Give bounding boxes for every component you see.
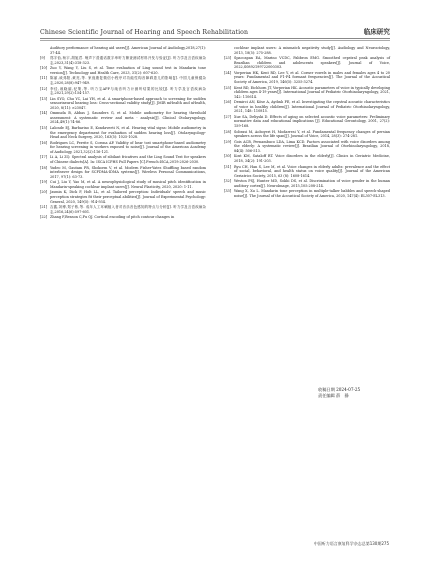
reference-item (224, 165, 390, 179)
reference-item (224, 179, 390, 188)
reference-number: [15] (40, 126, 48, 131)
reference-text: Auditory performance of hearing aid users[J]. American Journal of Audiology,2018,27(1): 37-44. (50, 46, 206, 55)
reference-text: Weston PSJ, Hunter MD, Sokhi DS, et al. Discrimination of voice gender in the human auditory cortex[J]. NeuroImage, 2015,105:208-214. (234, 179, 390, 188)
reference-item (40, 205, 206, 214)
reference-text: Ryu CH, Han S, Lee M, et al. Voice changes in elderly adults: prevalence and the effect of social, behavioral, and health status on voice quality[J]. Journal of the American Geriatrics Society, 2015, 63 (8): 1608-1614. (234, 164, 390, 178)
reference-text: 陈丽,戚弗阳,黄亮,等. 家庭康复微信小程序对功能性构音障碍患儿的影响[J]. 中国儿童保健杂志,2020,28(8):947-949. (50, 76, 206, 85)
reference-number: [21] (40, 205, 48, 210)
reference-item (224, 46, 390, 55)
reference-number: [20] (40, 190, 48, 195)
reference-text: Cui J, Liu Y, Yao M, et al. A neurophysiological study of musical pitch identification in Mandarin-speaking cochlear implant users[J]. Neural Plasticity, 2020, 2020: 1-11. (50, 180, 206, 189)
reference-item (40, 215, 206, 220)
reference-text: Sobrasi M, Aoboyeri H, Modarresi Y, et al. Fundamental frequency changes of persian speakers across the life span[J]. Journal of Voice, 2014, 28(3): 274-281. (234, 129, 390, 139)
reference-number: [11] (40, 76, 48, 81)
reference-number: [10] (40, 66, 48, 71)
reference-item (40, 97, 206, 111)
reference-text: Xue SA, Deliyski D. Effects of aging on selected acoustic voice parameters: Preliminary normative data and educational implications [J]. Educational Gerontology, 2001, 27(2): 159-168. (234, 114, 390, 128)
reference-number: [16] (40, 140, 48, 145)
header-rule (40, 38, 390, 39)
reference-number: [9] (40, 56, 45, 61)
reference-text: Jasmin K, Dick F, Holt LL, et al. Tailored perception: Individuals' speech and music perception strategies fit their perceptual abilities[J]. Journal of Experimental Psychology: General, 2020, 149(5): 914-934. (50, 190, 206, 204)
reference-column-left (40, 46, 206, 221)
reference-number: [24] (224, 70, 232, 75)
reference-number: [27] (224, 114, 232, 119)
reference-text: Kost KM, Sataloff RT. Voice disorders in the elderly[J]. Clinics in Geriatric Medicine, 2018, 34(2): 191-203. (234, 154, 390, 163)
reference-number: [28] (224, 129, 232, 134)
reference-text: Kent RD, Eichhorn JT, Vorperian HK. Acoustic parameters of voice in typically developing children ages 4-19 years[J]. International Journal of Pediatric Otorhinolaryngology, 2021, 142: 110614. (234, 85, 390, 99)
reference-number: [12] (40, 86, 48, 91)
reference-number: [31] (224, 164, 232, 169)
reference-item (224, 189, 390, 198)
reference-text: Zhang F,Benson C,Fu QJ. Cortical encoding of pitch contour changes in (50, 215, 175, 220)
reference-text: Wang X, Xu L. Mandarin tone perception in multiple-talker babbles and speech-shaped noise[J]. The Journal of the Acoustical Society of America, 2020, 147(4): EL307-EL313. (234, 189, 390, 198)
reference-item (40, 76, 206, 85)
reference-item (40, 190, 206, 204)
reference-item (40, 87, 206, 96)
reference-number: [25] (224, 85, 232, 90)
reference-number: [23] (224, 56, 232, 61)
reference-text: Lalonde EJ, Barbarino E, Kondaveeti N, et al. Hearing vital signs: Mobile audiometry in the emergency department for evaluation of sudden hearing loss[J]. Otolaryngology-Head and Neck Surgery, 2020, 163(5): 1025-1028. (50, 126, 206, 140)
reference-item (40, 126, 206, 140)
reference-number: [33] (224, 189, 232, 194)
article-signoff (318, 387, 360, 399)
reference-item (40, 56, 206, 65)
reference-item (40, 66, 206, 75)
reference-item (40, 111, 206, 125)
reference-text: cochlear implant users: A mismatch negativity study[J]. Audiology and Neurootology, 2013, 18(5): 275-288. (234, 46, 390, 55)
reference-item (224, 115, 390, 129)
reference-text: 李佳,戚晓丽,纪策,等. 听力宝APP与纯音听力计测听结果的比较[J]. 听力学及言语疾病杂志,2021,29(2):154-157. (50, 86, 206, 96)
header-rule-thin (40, 40, 390, 41)
received-date: 收稿日期 2024-07-25 (318, 387, 361, 392)
reference-text: Demirci AN, Köse A, Aydınlı FE, et al. Investigating the cepstral acoustic characteristics of voice in healthy children[J]. International Journal of Pediatric Otorhinolaryngology, 2021, 148: 110815. (234, 100, 390, 114)
reference-text: Zuo Y, Wang Y, Liu S, et al. Tone evaluation of Ling sound test in Mandarin tone version[J]. Technology and Health Care, 2023, 31(2): 607-620. (50, 66, 206, 75)
reference-number (224, 46, 234, 55)
reference-item (224, 86, 390, 100)
reference-number: [26] (224, 100, 232, 105)
reference-item (40, 141, 206, 155)
reference-number: [13] (40, 96, 48, 101)
journal-title: Chinese Scientific Journal of Hearing and Speech Rehabilitation (40, 29, 249, 36)
page-footer: 中国听力语言康复科学杂志总第130期275 (313, 541, 389, 546)
reference-item (224, 56, 390, 70)
reference-number: [30] (224, 154, 232, 159)
reference-item (224, 130, 390, 139)
reference-item (224, 154, 390, 163)
reference-number (40, 46, 50, 55)
reference-text: Spaccapan EA, Marino VCDC, Fabbron EMG. Smoothed cepstral peak analysis of Brazilian children and adolescents speakers[J]. Journal of Voice, 2022,S0892199722000303. (234, 56, 390, 70)
section-title: 临床研究 (363, 28, 390, 36)
reference-item (224, 100, 390, 114)
reference-number: [17] (40, 155, 48, 160)
reference-number: [32] (224, 179, 232, 184)
reference-text: Lin SYO, Chu YC, Lai YH, et al. A smartphone-based approach to screening for sudden sensorineural hearing loss: Cross-sectional validity study[J]. JMIR mHealth and uHealth, 2020, 8(11): e23047. (50, 96, 206, 110)
reference-text: 郑宇怡,杨宇,胡旭君. 噪声下普通话数字串听力筛查测试材料开发与验证[J]. 听力学及言语疾病杂志,2023,31(4):318-323. (50, 56, 206, 65)
reference-item (224, 71, 390, 85)
reference-number: [19] (40, 180, 48, 185)
reference-number: [22] (40, 215, 48, 220)
reference-text: Li A, Li ZQ. Spectral analysis of sibilant fricatives and the Ling Sound Test for speakers of Chinese dialects[A]. In: ISCA ICPHS Full Papers [C].French:ISCA,2019:2026-2030. (50, 155, 206, 164)
reference-text: Vorperian HK, Kent RD, Lee Y, et al. Corner vowels in males and females ages 4 to 20 years: Fundamental and F1-F4 formant frequencies[J]. The Journal of the Acoustical Society of America, 2019, 146(5): 3255-3274. (234, 70, 390, 84)
responsible-editor: 责任编辑 薛 静 (318, 393, 349, 398)
reference-item (40, 46, 206, 55)
reference-item (40, 180, 206, 189)
reference-text: Ommuda B, Abbas J, Saunders G, et al. Mobile audiometry for hearing threshold assessment: A systematic review and meta - analysis[J]. Clinical Otolaryngology, 2024,49(1):74-86. (50, 111, 206, 125)
reference-text: Yudeo M, Gautam PR, Shokorm V, et al. Modern Fisher-Yates Shuffling based random interleaver design for SCFDMA-IDMA systems[J]. Wireless Personal Communications, 2017, 97(1): 63-73. (50, 165, 206, 179)
reference-item (40, 155, 206, 164)
reference-item (224, 140, 390, 154)
running-header (40, 24, 390, 36)
reference-text: Gois ACB, Pernambuco LDA, Lima KCD. Factors associated with voice disorders among the elderly: A systematic review[J]. Brazilian Journal of Otorhinolaryngology, 2018, 84(4): 506-513. (234, 139, 390, 153)
reference-text: Rodrigues LC, Ferrite S, Corona AP. Validity of hear tost smartphone-based audiometry for hearing screening in workers exposed to noise[J]. Journal of the American Academy of Audiology, 2021,32(2):116-121. (50, 140, 206, 154)
reference-text: 吉鑫,刘博,郑子栋,等. 成年人工耳蜗植入者对音乐音色感知的特点与分析[J]. 听力学及言语疾病杂志,2016,24(6):597-601. (50, 205, 206, 214)
reference-number: [29] (224, 139, 232, 144)
reference-number: [14] (40, 111, 48, 116)
reference-number: [18] (40, 165, 48, 170)
reference-item (40, 166, 206, 180)
reference-column-right (224, 46, 390, 200)
